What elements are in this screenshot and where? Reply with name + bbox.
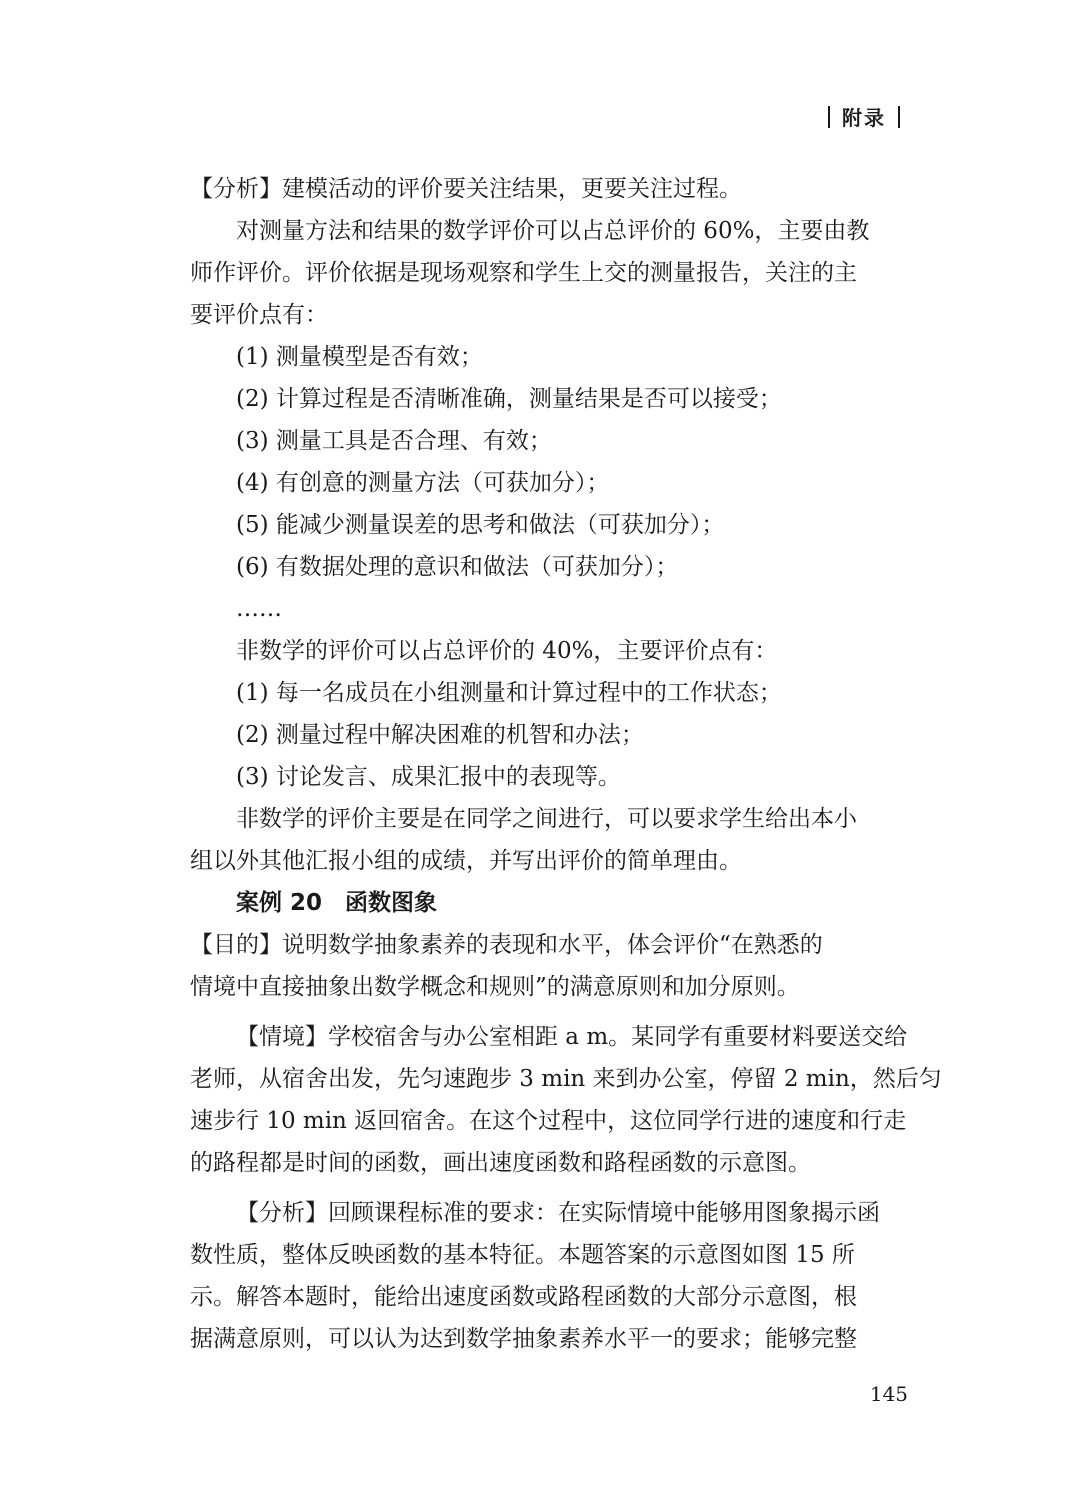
- paragraph-line: 非数学的评价主要是在同学之间进行，可以要求学生给出本小: [236, 806, 857, 832]
- paragraph-line: 对测量方法和结果的数学评价可以占总评价的 60%，主要由教: [236, 218, 870, 244]
- list-item: (6) 有数据处理的意识和做法（可获加分）；: [236, 554, 679, 580]
- running-header: [816, 102, 912, 131]
- list-item: (4) 有创意的测量方法（可获加分）；: [236, 470, 610, 496]
- paragraph-line: 组以外其他汇报小组的成绩，并写出评价的简单理由。: [190, 848, 742, 874]
- header-section-title: 附录: [842, 106, 886, 130]
- ellipsis-line: ……: [236, 596, 282, 622]
- paragraph-line: 【分析】回顾课程标准的要求：在实际情境中能够用图象揭示函: [236, 1200, 880, 1226]
- list-item: (3) 讨论发言、成果汇报中的表现等。: [236, 764, 621, 790]
- paragraph-line: 据满意原则，可以认为达到数学抽象素养水平一的要求；能够完整: [190, 1326, 857, 1352]
- list-item: (2) 测量过程中解决困难的机智和办法；: [236, 722, 644, 748]
- paragraph-line: 【目的】说明数学抽象素养的表现和水平，体会评价“在熟悉的: [190, 932, 823, 958]
- paragraph-line: 的路程都是时间的函数，画出速度函数和路程函数的示意图。: [190, 1150, 811, 1176]
- page-number: 145: [869, 1382, 908, 1406]
- section-heading: 案例 20 函数图象: [236, 890, 438, 916]
- paragraph-line: 要评价点有：: [190, 302, 328, 328]
- paragraph-line: 【分析】建模活动的评价要关注结果，更要关注过程。: [190, 176, 742, 202]
- list-item: (5) 能减少测量误差的思考和做法（可获加分）；: [236, 512, 725, 538]
- paragraph-line: 示。解答本题时，能给出速度函数或路程函数的大部分示意图，根: [190, 1284, 857, 1310]
- paragraph-line: 速步行 10 min 返回宿舍。在这个过程中，这位同学行进的速度和行走: [190, 1108, 907, 1134]
- list-item: (1) 每一名成员在小组测量和计算过程中的工作状态；: [236, 680, 782, 706]
- list-item: (2) 计算过程是否清晰准确，测量结果是否可以接受；: [236, 386, 782, 412]
- list-item: (1) 测量模型是否有效；: [236, 344, 483, 370]
- paragraph-line: 情境中直接抽象出数学概念和规则”的满意原则和加分原则。: [190, 974, 800, 1000]
- paragraph-line: 【情境】学校宿舍与办公室相距 a m。某同学有重要材料要送交给: [236, 1024, 908, 1050]
- paragraph-line: 非数学的评价可以占总评价的 40%，主要评价点有：: [236, 638, 778, 664]
- list-item: (3) 测量工具是否合理、有效；: [236, 428, 552, 454]
- paragraph-line: 老师，从宿舍出发，先匀速跑步 3 min 来到办公室，停留 2 min，然后匀: [190, 1066, 942, 1092]
- paragraph-line: 数性质，整体反映函数的基本特征。本题答案的示意图如图 15 所: [190, 1242, 855, 1268]
- paragraph-line: 师作评价。评价依据是现场观察和学生上交的测量报告，关注的主: [190, 260, 857, 286]
- page-body: [190, 168, 942, 1360]
- header-divider-right: [898, 106, 900, 128]
- header-divider-left: [828, 106, 830, 128]
